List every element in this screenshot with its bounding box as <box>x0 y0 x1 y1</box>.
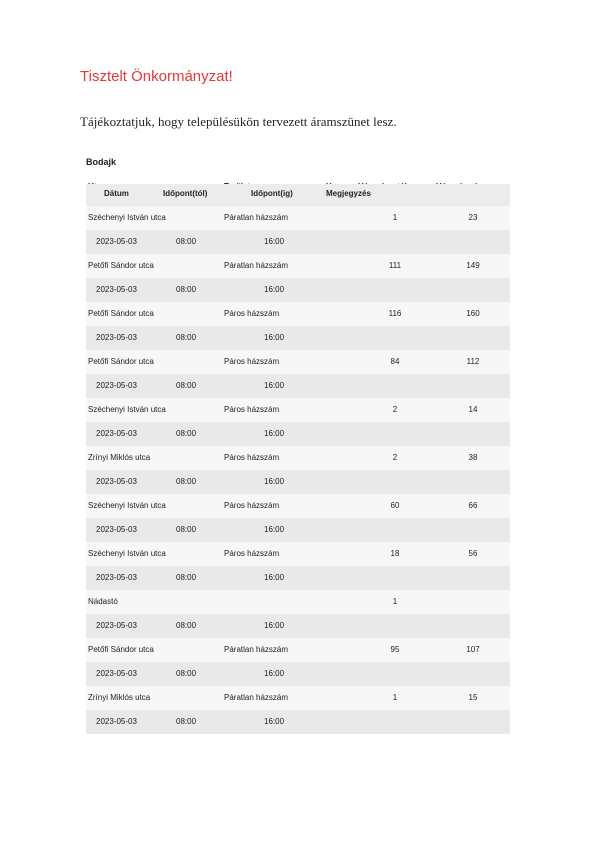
outage-table <box>86 157 510 734</box>
cell-terulet: Páratlan házszám <box>224 213 289 222</box>
cell-idopont-ig: 16:00 <box>264 381 285 390</box>
header-megjegyzes: Megjegyzés <box>326 189 371 198</box>
cell-hazszam-ig: 23 <box>468 213 478 222</box>
cell-idopont-tol: 08:00 <box>176 669 197 678</box>
cell-idopont-ig: 16:00 <box>264 525 285 534</box>
cell-idopont-ig: 16:00 <box>264 285 285 294</box>
table-row-date <box>86 230 510 254</box>
cell-utca: Petőfi Sándor utca <box>88 357 154 366</box>
cell-utca: Petőfi Sándor utca <box>88 309 154 318</box>
cell-hazszam-tol: 1 <box>392 213 398 222</box>
cell-datum: 2023-05-03 <box>96 717 137 726</box>
cell-datum: 2023-05-03 <box>96 285 137 294</box>
table-row-street <box>86 590 510 614</box>
cell-datum: 2023-05-03 <box>96 621 137 630</box>
table-row-street <box>86 398 510 422</box>
cell-idopont-tol: 08:00 <box>176 573 197 582</box>
cell-idopont-ig: 16:00 <box>264 669 285 678</box>
cell-idopont-ig: 16:00 <box>264 717 285 726</box>
cell-terulet: Páros házszám <box>224 357 280 366</box>
cell-datum: 2023-05-03 <box>96 381 137 390</box>
table-row-street <box>86 206 510 230</box>
cell-terulet: Páratlan házszám <box>224 645 289 654</box>
table-body <box>86 206 510 734</box>
table-row-street <box>86 686 510 710</box>
header-idopont-ig: Időpont(ig) <box>251 189 293 198</box>
cell-datum: 2023-05-03 <box>96 477 137 486</box>
cell-idopont-tol: 08:00 <box>176 285 197 294</box>
cell-hazszam-ig: 107 <box>466 645 480 654</box>
header-idopont-tol: Időpont(tól) <box>163 189 208 198</box>
cell-hazszam-tol: 111 <box>388 261 402 270</box>
cell-terulet: Páros házszám <box>224 549 280 558</box>
table-row-date <box>86 518 510 542</box>
cell-terulet: Páros házszám <box>224 405 280 414</box>
cell-idopont-ig: 16:00 <box>264 621 285 630</box>
table-row-street <box>86 350 510 374</box>
cell-hazszam-ig: 15 <box>468 693 478 702</box>
cell-datum: 2023-05-03 <box>96 573 137 582</box>
table-row-street <box>86 494 510 518</box>
table-row-date <box>86 422 510 446</box>
table-row-date <box>86 470 510 494</box>
header-row-street <box>86 168 510 184</box>
cell-idopont-tol: 08:00 <box>176 525 197 534</box>
cell-hazszam-tol: 2 <box>392 405 398 414</box>
cell-utca: Széchenyi István utca <box>88 501 166 510</box>
cell-utca: Széchenyi István utca <box>88 549 166 558</box>
cell-datum: 2023-05-03 <box>96 429 137 438</box>
intro-text: Tájékoztatjuk, hogy településükön tervezett áramszünet lesz. <box>80 114 397 129</box>
cell-utca: Széchenyi István utca <box>88 213 166 222</box>
cell-hazszam-tol: 60 <box>390 501 400 510</box>
cell-hazszam-tol: 2 <box>392 453 398 462</box>
table-row-date <box>86 566 510 590</box>
cell-datum: 2023-05-03 <box>96 333 137 342</box>
table-row-date <box>86 662 510 686</box>
greeting-heading: Tisztelt Önkormányzat! <box>80 68 233 85</box>
cell-utca: Széchenyi István utca <box>88 405 166 414</box>
cell-utca: Zrínyi Miklós utca <box>88 453 151 462</box>
table-row-street <box>86 446 510 470</box>
table-row-date <box>86 374 510 398</box>
cell-idopont-tol: 08:00 <box>176 621 197 630</box>
cell-hazszam-ig: 14 <box>468 405 478 414</box>
cell-hazszam-tol: 1 <box>392 597 398 606</box>
cell-utca: Petőfi Sándor utca <box>88 261 154 270</box>
cell-idopont-tol: 08:00 <box>176 333 197 342</box>
cell-idopont-ig: 16:00 <box>264 333 285 342</box>
cell-utca: Zrínyi Miklós utca <box>88 693 151 702</box>
cell-idopont-tol: 08:00 <box>176 477 197 486</box>
cell-terulet: Páratlan házszám <box>224 693 289 702</box>
cell-idopont-ig: 16:00 <box>264 573 285 582</box>
cell-idopont-tol: 08:00 <box>176 237 197 246</box>
cell-idopont-ig: 16:00 <box>264 477 285 486</box>
cell-utca: Nádastó <box>88 597 118 606</box>
cell-terulet: Páros házszám <box>224 309 280 318</box>
cell-hazszam-ig: 149 <box>466 261 480 270</box>
cell-datum: 2023-05-03 <box>96 237 137 246</box>
table-row-street <box>86 542 510 566</box>
cell-hazszam-tol: 84 <box>390 357 400 366</box>
cell-idopont-tol: 08:00 <box>176 381 197 390</box>
cell-hazszam-tol: 116 <box>388 309 402 318</box>
cell-idopont-ig: 16:00 <box>264 237 285 246</box>
cell-hazszam-ig: 56 <box>468 549 478 558</box>
header-row-date <box>86 184 510 206</box>
cell-terulet: Páros házszám <box>224 453 280 462</box>
header-datum: Dátum <box>104 189 129 198</box>
cell-hazszam-tol: 1 <box>392 693 398 702</box>
settlement-name: Bodajk <box>86 157 117 167</box>
table-row-street <box>86 638 510 662</box>
table-row-date <box>86 326 510 350</box>
cell-terulet: Páratlan házszám <box>224 261 289 270</box>
cell-hazszam-ig: 160 <box>466 309 480 318</box>
cell-idopont-ig: 16:00 <box>264 429 285 438</box>
table-row-street <box>86 302 510 326</box>
cell-terulet: Páros házszám <box>224 501 280 510</box>
table-row-street <box>86 254 510 278</box>
cell-datum: 2023-05-03 <box>96 669 137 678</box>
table-row-date <box>86 278 510 302</box>
cell-datum: 2023-05-03 <box>96 525 137 534</box>
table-row-date <box>86 710 510 734</box>
cell-idopont-tol: 08:00 <box>176 717 197 726</box>
cell-utca: Petőfi Sándor utca <box>88 645 154 654</box>
cell-idopont-tol: 08:00 <box>176 429 197 438</box>
cell-hazszam-ig: 66 <box>468 501 478 510</box>
cell-hazszam-tol: 95 <box>390 645 400 654</box>
cell-hazszam-ig: 38 <box>468 453 478 462</box>
cell-hazszam-ig: 112 <box>466 357 480 366</box>
table-row-date <box>86 614 510 638</box>
cell-hazszam-tol: 18 <box>390 549 400 558</box>
